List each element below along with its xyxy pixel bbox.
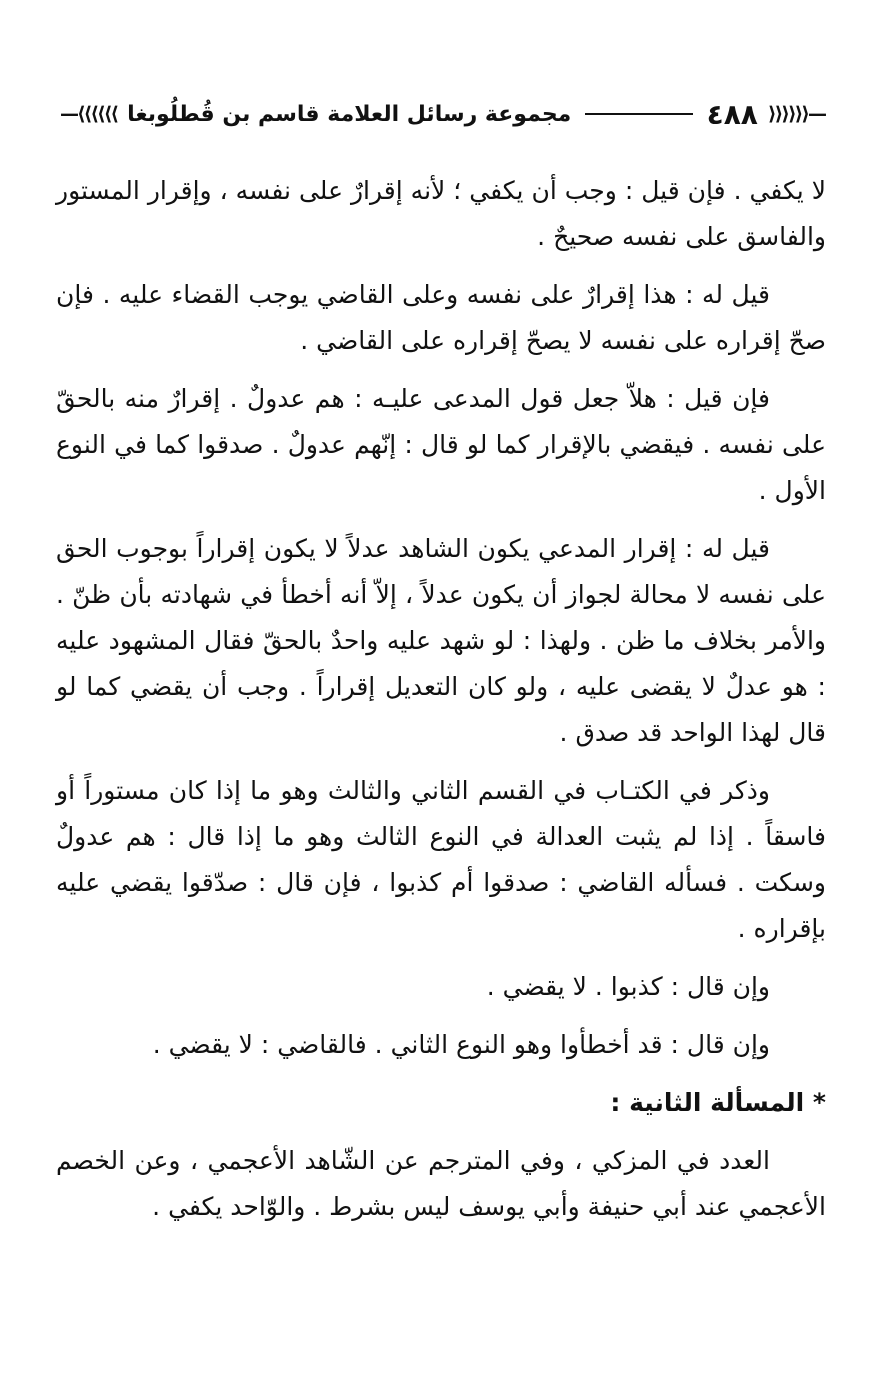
page-header [60,92,825,136]
paragraph-1: لا يكفي . فإن قيل : وجب أن يكفي ؛ لأنه إقرارٌ على نفسه ، وإقرار المستور والفاسق على نفسه صحيحٌ . [56,176,826,251]
paragraph-4: قيل له : إقرار المدعي يكون الشاهد عدلاً لا يكون إقراراً بوجوب الحق على نفسه لا محالة لجواز أن يكون عدلاً ، إلاّ أنه أخطأ في شهادته بأن ظنّ . والأمر بخلاف ما ظن . ولهذا : لو شهد عليه واحدٌ بالحقّ فقال المشهود عليه : هو عدلٌ لا يقضى عليه ، ولو كان التعديل إقراراً . وجب أن يقضي كما لو قال لهذا الواحد قد صدق . [56,534,826,747]
paragraph-6: وإن قال : كذبوا . لا يقضي . [486,972,770,1001]
paragraph-3: فإن قيل : هلاّ جعل قول المدعى عليـه : هم عدولٌ . إقرارٌ منه بالحقّ على نفسه . فيقضي بالإقرار كما لو قال : إنّهم عدولٌ . صدقوا كما في النوع الأول . [56,384,826,505]
page-body [56,168,826,1242]
paragraph-8: العدد في المزكي ، وفي المترجم عن الشّاهد الأعجمي ، وعن الخصم الأعجمي عند أبي حنيفة وأبي يوسف ليس بشرط . والوّاحد يكفي . [56,1146,826,1221]
section-heading: * المسألة الثانية : [610,1088,826,1117]
paragraph-5: وذكر في الكتـاب في القسم الثاني والثالث وهو ما إذا كان مستوراً أو فاسقاً . إذا لم يثبت العدالة في النوع الثالث وهو ما إذا قال : هم عدولٌ وسكت . فسأله القاضي : صدقوا أم كذبوا ، فإن قال : صدّقوا يقضي عليه بإقراره . [56,776,826,943]
header-ornament-left: —⟨⟨⟨⟨⟨⟨ [60,103,118,125]
paragraph-2: قيل له : هذا إقرارٌ على نفسه وعلى القاضي يوجب القضاء عليه . فإن صحّ إقراره على نفسه لا يصحّ إقراره على القاضي . [56,280,826,355]
paragraph-7: وإن قال : قد أخطأوا وهو النوع الثاني . فالقاضي : لا يقضي . [152,1030,770,1059]
running-title: مجموعة رسائل العلامة قاسم بن قُطلُوبغا [127,101,572,127]
header-rule [585,113,692,115]
page-number: ٤٨٨ [706,97,758,131]
header-ornament-right: ⟩⟩⟩⟩⟩⟩— [767,103,825,125]
